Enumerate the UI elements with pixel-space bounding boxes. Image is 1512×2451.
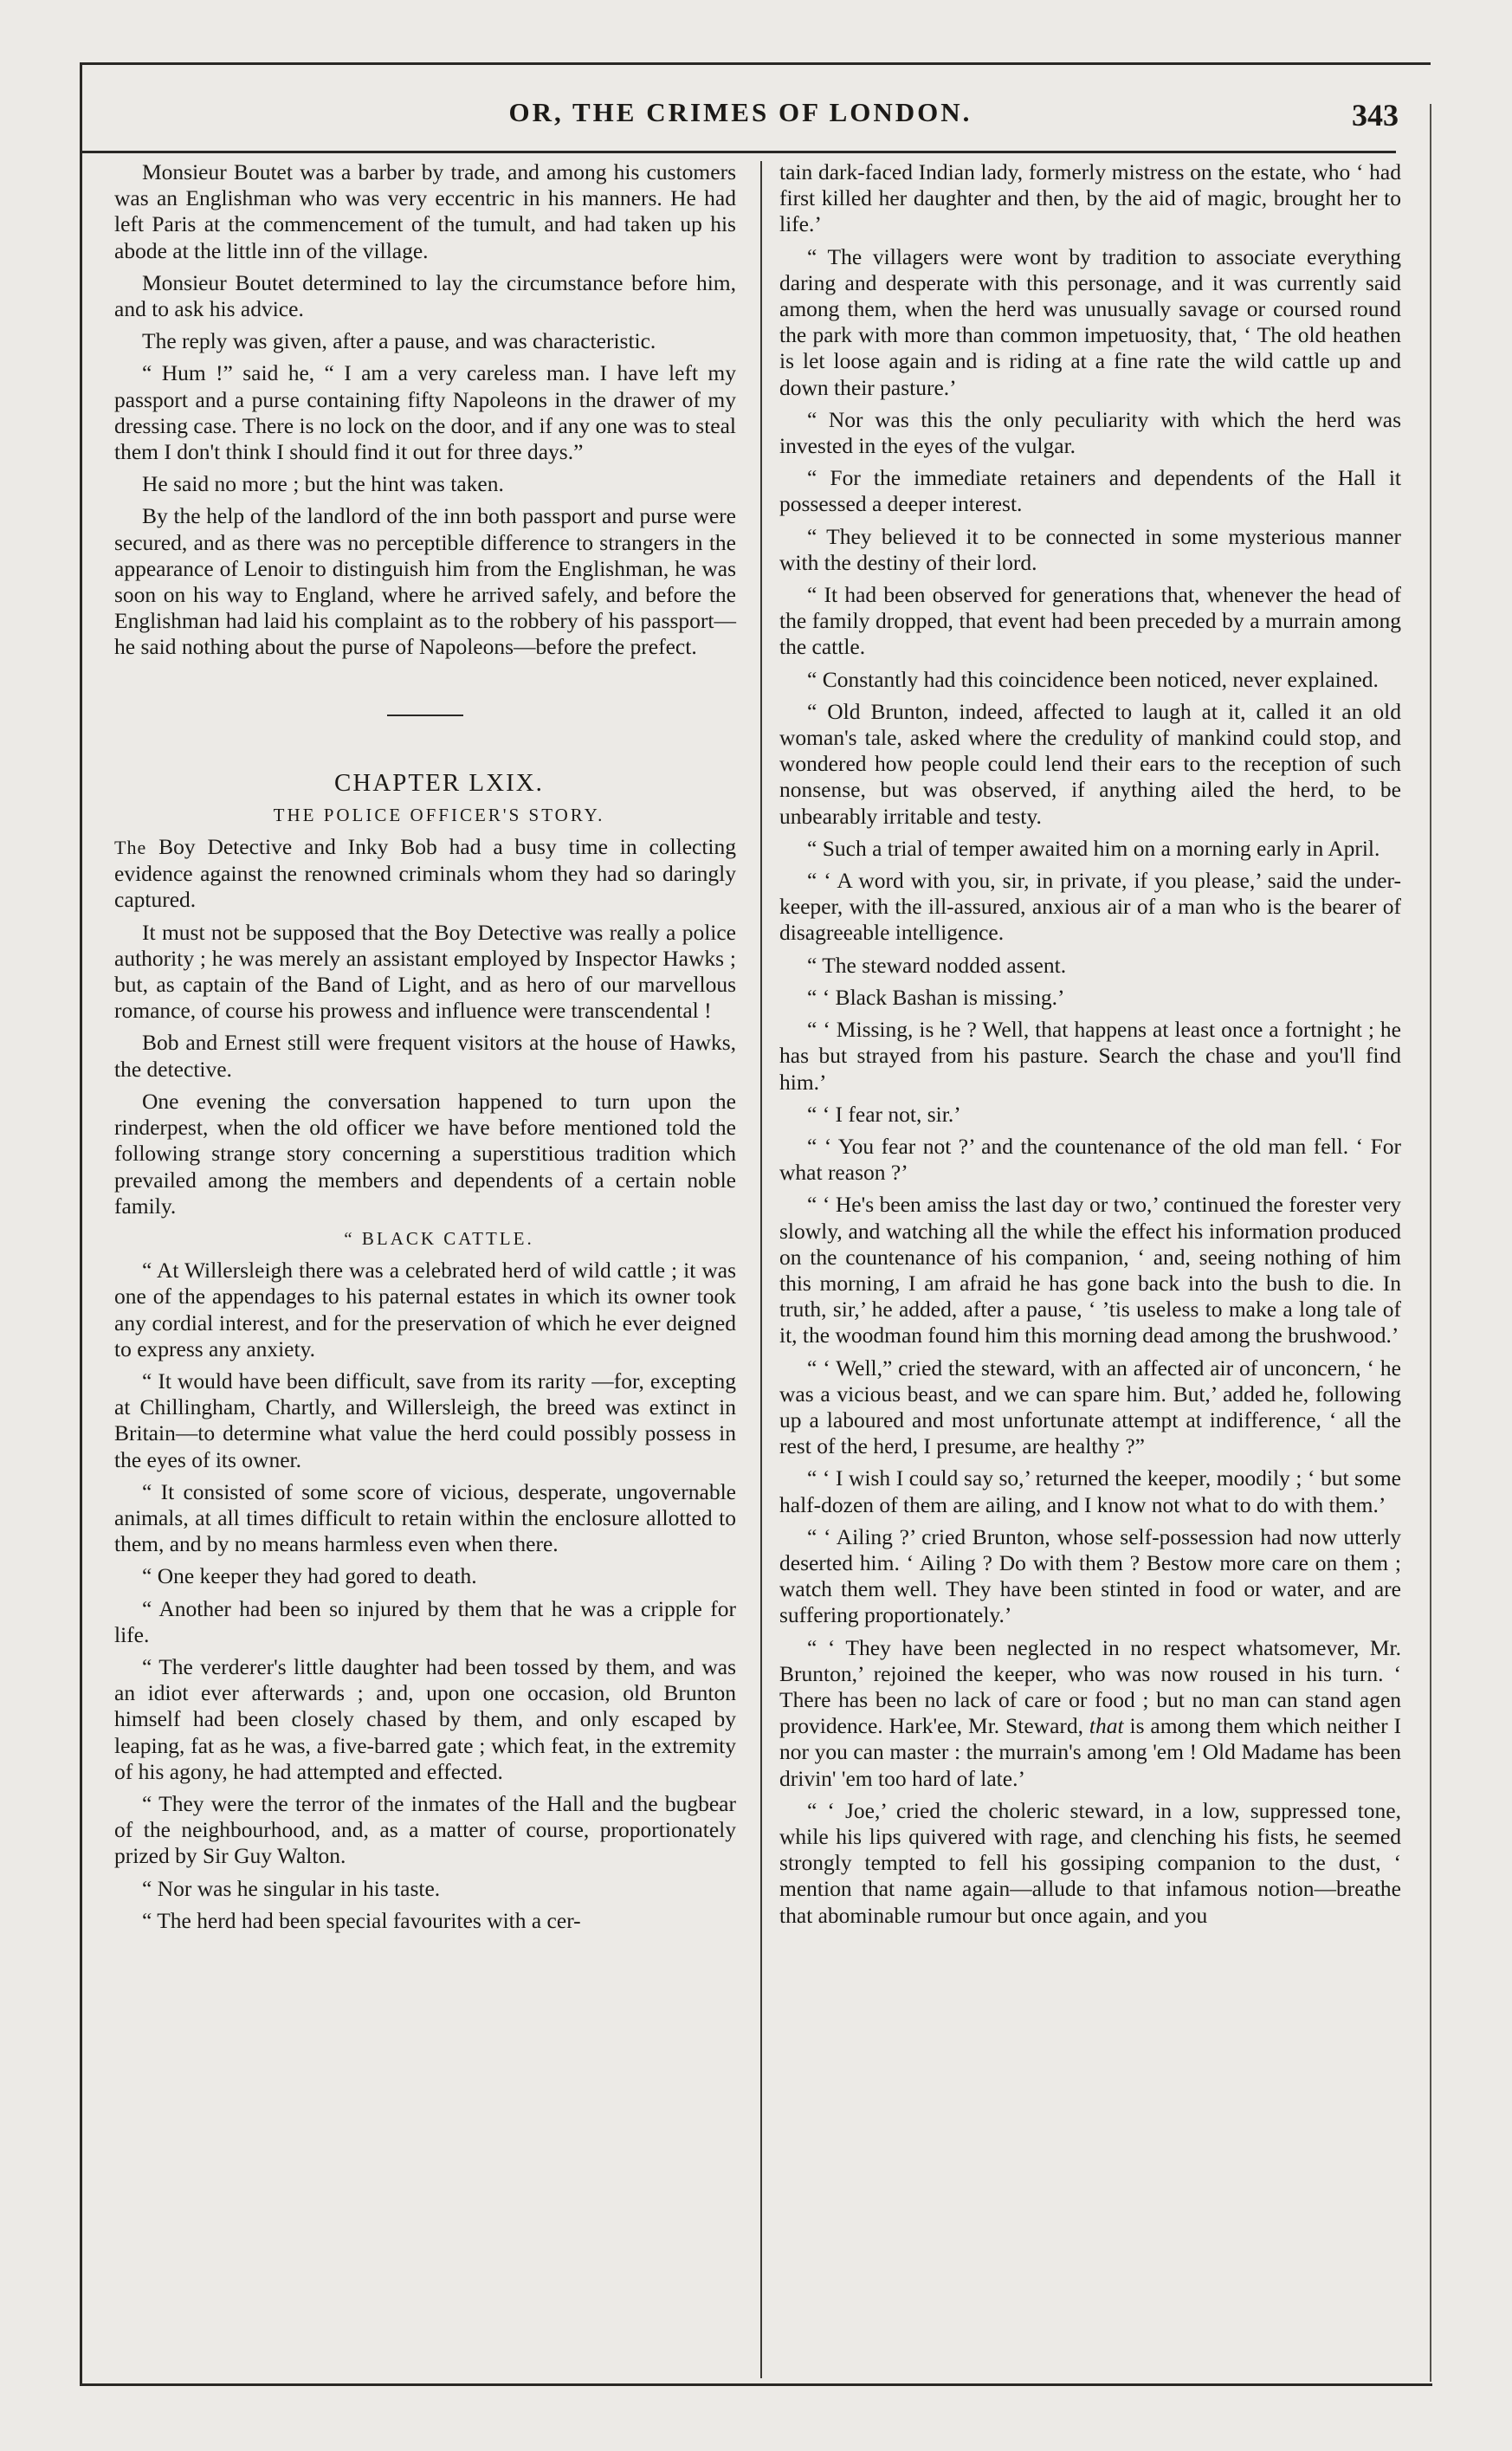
paragraph-text: Boy Detective and Inky Bob had a busy time in collecting evidence against the renowned criminals whom they had so daringly captured. — [114, 834, 736, 913]
left-border — [80, 62, 82, 2383]
left-column — [114, 159, 736, 1940]
header-rule — [80, 151, 1396, 153]
paragraph: “ ‘ You fear not ?’ and the countenance of the old man fell. ‘ For what reason ?’ — [779, 1133, 1401, 1186]
paragraph-text: “ ‘ They have been neglected in no respect whatsomever, Mr. Brunton,’ rejoined the keeper, who was now roused in his turn. ‘ There has been no lack of care or food ; but no man can stand agen providence. Hark'ee, Mr. Steward, — [779, 1634, 1401, 1739]
paragraph: “ One keeper they had gored to death. — [142, 1563, 477, 1589]
paragraph: Monsieur Boutet was a barber by trade, and among his customers was an Englishman who was very eccentric in his manners. He had left Paris at the commencement of the tumult, and had taken up his abode at the little inn of the village. — [114, 159, 736, 263]
paragraph: It must not be supposed that the Boy Detective was really a police authority ; he was merely an assistant employed by Inspector Hawks ; but, as captain of the Band of Light, and as hero of our marvellous romance, of course his prowess and influence were transcendental ! — [114, 919, 736, 1024]
chapter-subtitle: THE POLICE OFFICER'S STORY. — [273, 804, 605, 825]
paragraph: He said no more ; but the hint was taken. — [142, 471, 504, 497]
chapter-title: CHAPTER LXIX. — [334, 768, 544, 797]
paragraph: “ They were the terror of the inmates of the Hall and the bugbear of the neighbourhood, and, as a matter of course, proportionately prized by Sir Guy Walton. — [114, 1790, 736, 1869]
page-header — [82, 97, 1399, 135]
paragraph: “ At Willersleigh there was a celebrated herd of wild cattle ; it was one of the appendages to his paternal estates in which its owner took any cordial interest, and for the preservation of which he ever deigned to express any anxiety. — [114, 1258, 736, 1361]
section-separator — [387, 715, 463, 716]
paragraph: “ ‘ Black Bashan is missing.’ — [807, 984, 1065, 1010]
paragraph: “ It had been observed for generations that, whenever the head of the family dropped, that event had been preceded by a murrain among the cattle. — [779, 582, 1401, 660]
paragraph: tain dark-faced Indian lady, formerly mistress on the estate, who ‘ had first killed her daughter and then, by the aid of magic, brought her to life.’ — [779, 159, 1401, 237]
top-border — [80, 62, 1431, 65]
paragraph: By the help of the landlord of the inn both passport and purse were secured, and as there was no perceptible difference to strangers in the appearance of Lenoir to distinguish him from the Englishman, he was soon on his way to England, where he arrived safely, and before the Englishman had laid his complaint as to the robbery of his passport—he said nothing about the purse of Napoleons—before the prefect. — [114, 503, 736, 660]
right-border — [1430, 104, 1431, 2382]
paragraph: “ ‘ I wish I could say so,’ returned the keeper, moodily ; ‘ but some half-dozen of them are ailing, and I know not what to do with them.’ — [779, 1465, 1401, 1517]
paragraph: One evening the conversation happened to turn upon the rinderpest, when the old officer we have before mentioned told the following strange story concerning a superstitious tradition which prevailed among the members and dependents of a certain noble family. — [114, 1088, 736, 1219]
paragraph: “ It would have been difficult, save from its rarity —for, excepting at Chillingham, Chartly, and Willersleigh, the breed was extinct in Britain—to determine what value the herd could possibly possess in the eyes of its owner. — [114, 1368, 736, 1472]
paragraph: “ ‘ Ailing ?’ cried Brunton, whose self-possession had now utterly deserted him. ‘ Ailing ? Do with them ? Bestow more care on them ; watch them well. They have been stinted in food or water, and are suffering proportionately.’ — [779, 1523, 1401, 1628]
bottom-border — [80, 2383, 1432, 2386]
right-column — [779, 159, 1401, 1935]
paragraph: “ ‘ Well,” cried the steward, with an affected air of unconcern, ‘ he was a vicious beast, and we can spare him. But,’ added he, following up a laboured and most unfortunate attempt at indifference, ‘ all the rest of the herd, I presume, are healthy ?” — [779, 1355, 1401, 1459]
paragraph: “ Old Brunton, indeed, affected to laugh at it, called it an old woman's tale, asked where the credulity of mankind could stop, and wondered how people could lend their ears to the reception of such nonsense, but was observed, if anything ailed the herd, to be unbearably irritable and testy. — [779, 698, 1401, 829]
paragraph: “ Hum !” said he, “ I am a very careless man. I have left my passport and a purse containing fifty Napoleons in the drawer of my dressing case. There is no lock on the door, and if any one was to steal them I don't think I should find it out for three days.” — [114, 360, 736, 465]
story-title: “ BLACK CATTLE. — [344, 1227, 534, 1249]
paragraph: “ The herd had been special favourites with a cer- — [142, 1907, 581, 1933]
paragraph: “ ‘ He's been amiss the last day or two,’ continued the forester very slowly, and watching all the while the effect his information produced on the countenance of his companion, ‘ and, seeing nothing of him this morning, I am afraid he has gone back into the bush to die. In truth, sir,’ he added, after a pause, ‘ ’tis useless to make a long tale of it, the woodman found him this morning dead among the brushwood.’ — [779, 1192, 1401, 1348]
running-title: OR, THE CRIMES OF LONDON. — [508, 97, 972, 127]
paragraph: “ For the immediate retainers and dependents of the Hall it possessed a deeper interest. — [779, 465, 1401, 517]
paragraph: “ Nor was he singular in his taste. — [142, 1875, 441, 1901]
paragraph: “ Constantly had this coincidence been noticed, never explained. — [807, 666, 1379, 692]
paragraph: “ Another had been so injured by them that he was a cripple for life. — [114, 1595, 736, 1647]
column-divider — [760, 161, 762, 2378]
page-number: 343 — [1352, 98, 1399, 133]
paragraph: “ ‘ I fear not, sir.’ — [807, 1101, 961, 1127]
paragraph: “ The steward nodded assent. — [807, 952, 1067, 978]
paragraph: “ Nor was this the only peculiarity with which the herd was invested in the eyes of the vulgar. — [779, 406, 1401, 459]
paragraph: “ It consisted of some score of vicious, desperate, ungovernable animals, at all times difficult to retain within the enclosure allotted to them, and by no means harmless even when there. — [114, 1478, 736, 1557]
paragraph: The reply was given, after a pause, and was characteristic. — [142, 328, 656, 354]
drop-lead-word: The — [114, 837, 147, 859]
paragraph: Bob and Ernest still were frequent visitors at the house of Hawks, the detective. — [114, 1030, 736, 1082]
paragraph: “ ‘ Joe,’ cried the choleric steward, in a low, suppressed tone, while his lips quivered with rage, and clenching his fists, he seemed strongly tempted to fell his gossiping companion to the dust, ‘ mention that name again—allude to that infamous notion—breathe that abominable rumour but once again, and you — [779, 1797, 1401, 1928]
paragraph: “ The verderer's little daughter had been tossed by them, and was an idiot ever afterwards ; and, upon one occasion, old Brunton himself had been closely chased by them, and only escaped by leaping, fat as he was, a five-barred gate ; which feat, in the extremity of his agony, he had attempted and effected. — [114, 1653, 736, 1784]
paragraph: “ ‘ A word with you, sir, in private, if you please,’ said the under-keeper, with the ill-assured, anxious air of a man who is the bearer of disagreeable intelligence. — [779, 868, 1401, 946]
paragraph: “ The villagers were wont by tradition to associate everything daring and desperate with this personage, and it was currently said among them, when the herd was unusually savage or coursed round the park with more than common impetuosity, that, ‘ The old heathen is let loose again and is riding at a fine rate the wild cattle up and down their pasture.’ — [779, 243, 1401, 400]
paragraph — [779, 1635, 1401, 1792]
paragraph: “ They believed it to be connected in some mysterious manner with the destiny of their lord. — [779, 523, 1401, 575]
chapter-opening-paragraph — [114, 834, 736, 914]
paragraph: “ Such a trial of temper awaited him on a morning early in April. — [807, 835, 1380, 861]
paragraph: Monsieur Boutet determined to lay the circumstance before him, and to ask his advice. — [114, 269, 736, 322]
emphasis-text: that — [1089, 1713, 1124, 1739]
paragraph-text: is among them which neither I nor you can master : the murrain's among 'em ! Old Madame has been drivin' 'em too hard of late.’ — [779, 1713, 1401, 1791]
paragraph: “ ‘ Missing, is he ? Well, that happens at least once a fortnight ; he has but strayed from his pasture. Search the chase and you'll find him.’ — [779, 1017, 1401, 1095]
